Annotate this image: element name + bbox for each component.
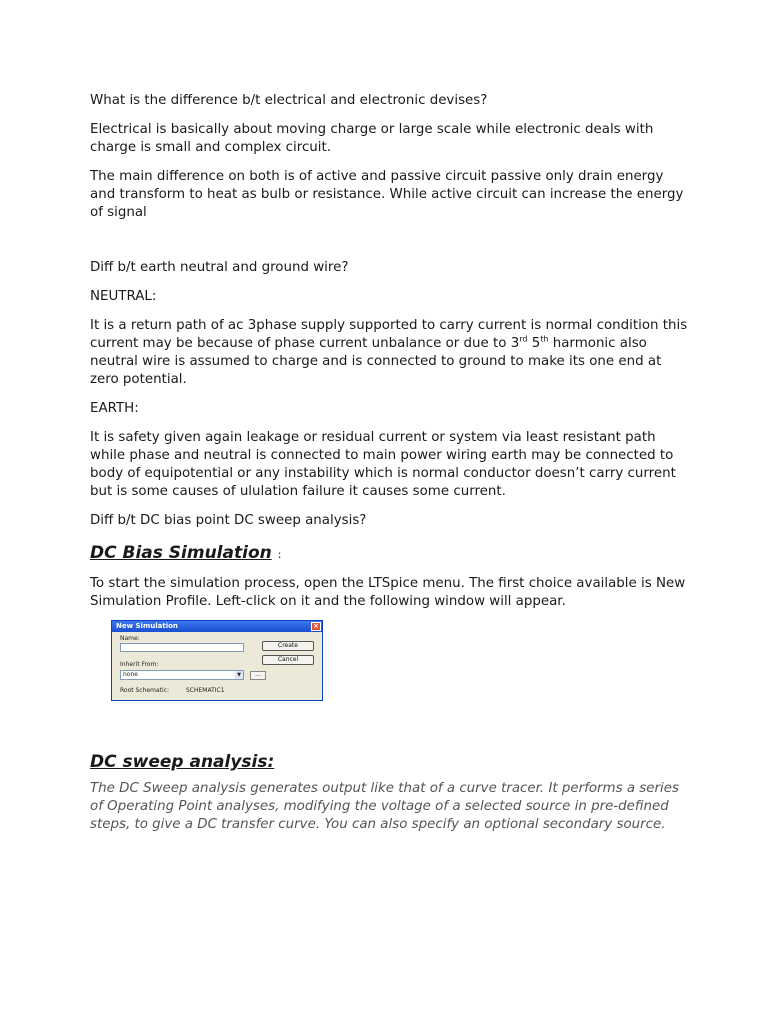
dc-sweep-heading: DC sweep analysis:	[90, 752, 275, 772]
question-earth-neutral-ground: Diff b/t earth neutral and ground wire?	[90, 260, 349, 275]
dialog-title-bar	[112, 621, 322, 632]
dialog-create-button: Create	[262, 641, 314, 651]
dc-sweep-paragraph: The DC Sweep analysis generates output like that of a curve tracer. It performs a series of Operating Point analyses, modifying the voltage of a selected source in pre-defined steps, to give a DC transfer curve. You can also specify an optional secondary source.	[90, 781, 679, 832]
neutral-heading: NEUTRAL:	[90, 289, 157, 304]
new-simulation-dialog-image	[111, 620, 323, 701]
close-icon: ×	[311, 622, 321, 631]
neutral-sup-rd: rd	[519, 334, 528, 344]
dc-bias-colon: :	[277, 548, 282, 561]
dialog-root-value: SCHEMATIC1	[186, 687, 225, 694]
dialog-title: New Simulation	[116, 622, 178, 630]
earth-heading: EARTH:	[90, 401, 139, 416]
neutral-text-b: 5	[527, 336, 541, 351]
dc-bias-paragraph: To start the simulation process, open the LTSpice menu. The first choice available is New Simulation Profile. Left-click on it and the following window will appear.	[90, 576, 686, 609]
earth-paragraph: It is safety given again leakage or residual current or system via least resistant path while phase and neutral is connected to main power wiring earth may be connected to body of equipotential or any instability which is normal conductor doesn’t carry current but is some causes of ululation failure it causes some current.	[90, 430, 676, 499]
dialog-name-input	[120, 643, 244, 652]
dc-bias-heading: DC Bias Simulation	[90, 543, 272, 563]
chevron-down-icon: ▼	[235, 671, 243, 679]
dialog-name-label: Name:	[120, 635, 140, 642]
answer-active-passive: The main difference on both is of active and passive circuit passive only drain energy and transform to heat as bulb or resistance. While active circuit can increase the energy of signal	[90, 169, 684, 220]
neutral-paragraph	[90, 317, 690, 389]
question-electrical-vs-electronic: What is the difference b/t electrical and electronic devises?	[90, 93, 488, 108]
question-dc-bias-vs-sweep: Diff b/t DC bias point DC sweep analysis?	[90, 513, 367, 528]
answer-electrical-definition: Electrical is basically about moving charge or large scale while electronic deals with charge is small and complex circuit.	[90, 122, 654, 155]
dialog-cancel-button: Cancel	[262, 655, 314, 665]
neutral-text-c: harmonic also neutral wire is assumed to charge and is connected to ground to make its one end at zero potential.	[90, 336, 662, 387]
dialog-inherit-label: Inherit From:	[120, 661, 159, 668]
dc-bias-heading-row	[90, 541, 690, 567]
dialog-inherit-select	[120, 670, 244, 680]
document-body	[90, 92, 690, 611]
neutral-sup-th: th	[540, 334, 549, 344]
neutral-text-a: It is a return path of ac 3phase supply supported to carry current is normal condition this current may be because of phase current unbalance or due to 3	[90, 318, 688, 351]
dc-sweep-section	[90, 750, 690, 834]
dialog-inherit-value: none	[123, 671, 138, 678]
dialog-browse-button: ...	[250, 671, 266, 680]
dialog-root-label: Root Schematic:	[120, 687, 169, 694]
